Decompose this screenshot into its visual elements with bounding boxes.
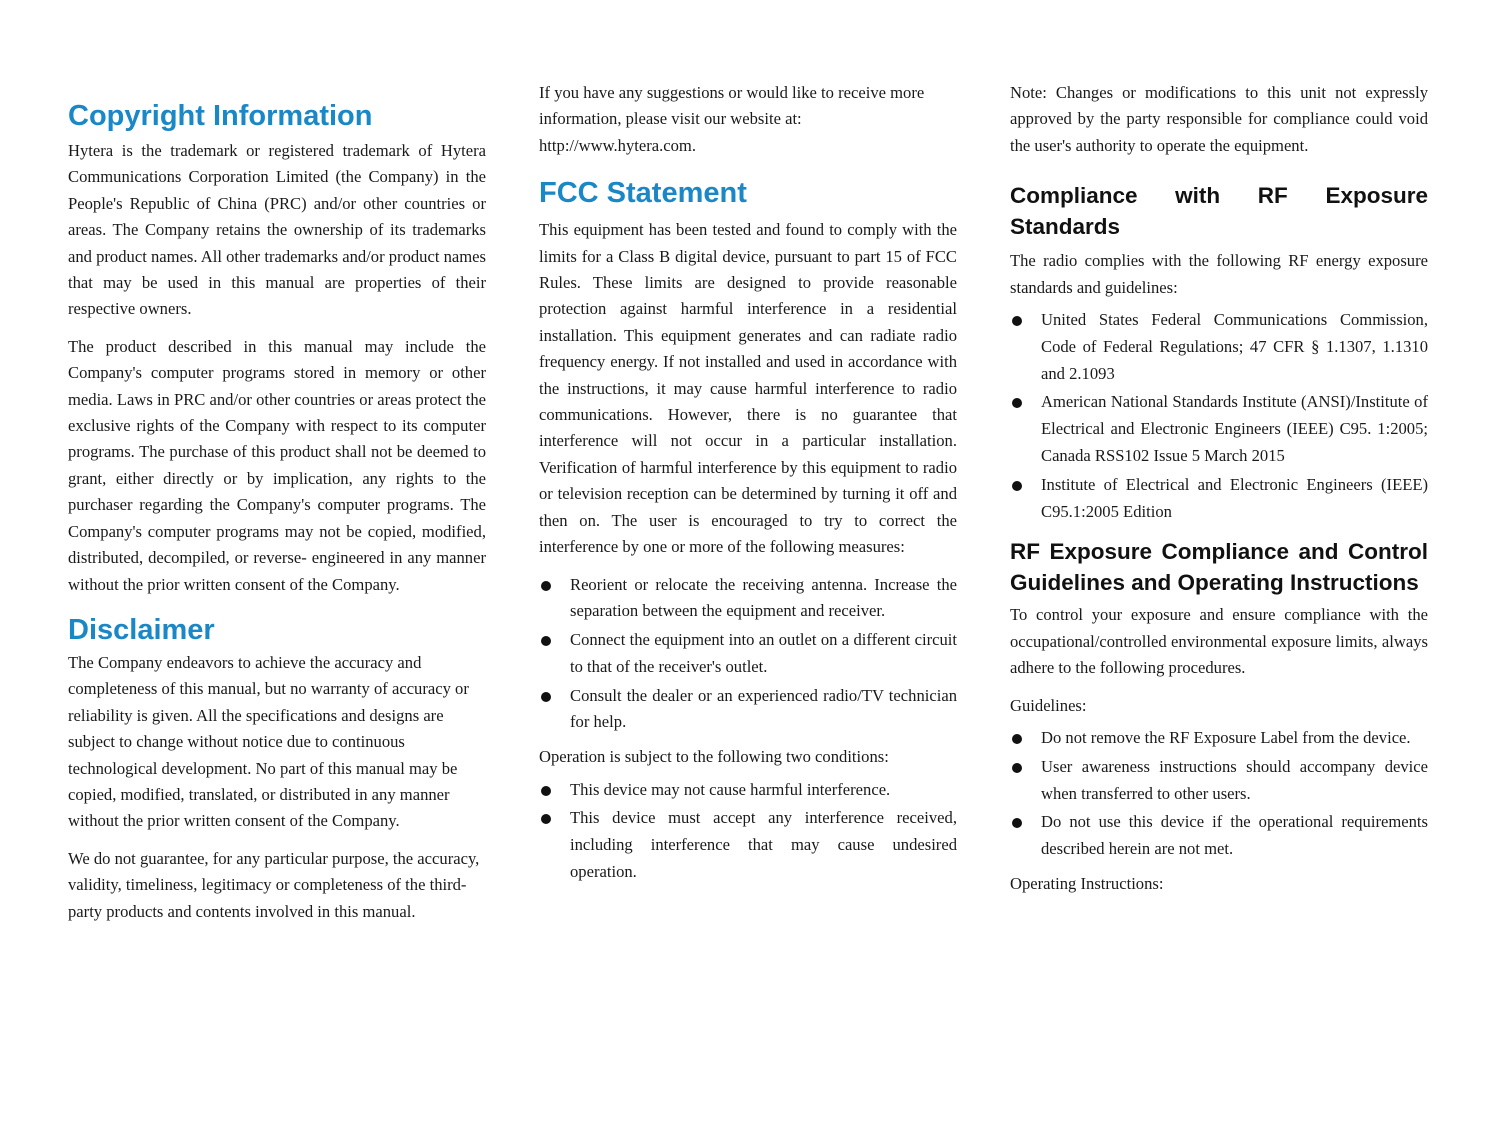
fcc-paragraph: This equipment has been tested and found to comply with the limits for a Class B digital device, pursuant to part 15 of FCC Rules. These limits are designed to provide reasonable protection against harmful interference in a residential installation. This equipment generates and can radiate radio frequency energy. If not installed and used in accordance with the instructions, it may cause harmful interference to radio communications. However, there is no guarantee that interference will not occur in a particular installation. Verification of harmful interference by this equipment to radio or television reception can be determined by turning it off and then on. The user is encouraged to try to correct the interference by one or more of the following measures: [539,220,957,557]
guidelines-list [1010,725,1428,863]
disclaimer-paragraph-2: We do not guarantee, for any particular purpose, the accuracy, validity, timeliness, legitimacy or completeness of the third-party products and contents involved in this manual. [68,848,480,921]
conditions-list [539,777,957,886]
rf-standards-heading: Compliance with RF Exposure Standards [1010,183,1428,239]
rf-guidelines-heading: RF Exposure Compliance and Control Guidelines and Operating Instructions [1010,539,1428,595]
list-item: Consult the dealer or an experienced radio/TV technician for help. [539,683,957,737]
list-item: Reorient or relocate the receiving antenna. Increase the separation between the equipment and receiver. [539,572,957,626]
bullet-icon [1012,763,1022,773]
bullet-icon [1012,818,1022,828]
column-middle [539,80,957,894]
disclaimer-paragraph-1: The Company endeavors to achieve the accuracy and completeness of this manual, but no warranty of accuracy or reliability is given. All the specifications and designs are subject to change without notice due to continuous technological development. No part of this manual may be copied, modified, translated, or distributed in any manner without the prior written consent of the Company. [68,652,469,831]
guidelines-label: Guidelines: [1010,695,1087,715]
column-left [68,80,486,936]
bullet-icon [1012,398,1022,408]
bullet-icon [541,636,551,646]
copyright-paragraph-2: The product described in this manual may include the Company's computer programs stored in memory or other media. Laws in PRC and/or other countries or areas protect the exclusive rights of the Company with respect to its computer programs. The purchase of this product shall not be deemed to grant, either directly or by implication, any rights to the purchaser regarding the Company's computer programs. The Company's computer programs may not be copied, modified, distributed, decompiled, or reverse- engineered in any manner without the prior written consent of the Company. [68,336,486,594]
list-item: Institute of Electrical and Electronic Engineers (IEEE) C95.1:2005 Edition [1010,472,1428,526]
list-item: Do not remove the RF Exposure Label from the device. [1010,725,1428,752]
rf-standards-list [1010,307,1428,525]
disclaimer-heading: Disclaimer [68,613,215,646]
column-right [1010,80,1428,908]
rf-standards-intro: The radio complies with the following RF energy exposure standards and guidelines: [1010,251,1428,297]
bullet-icon [1012,481,1022,491]
modification-note: Note: Changes or modifications to this unit not expressly approved by the party responsible for compliance could void the user's authority to operate the equipment. [1010,83,1428,155]
list-item: This device must accept any interference received, including interference that may cause undesired operation. [539,805,957,885]
website-link[interactable]: http://www.hytera.com. [539,135,696,155]
list-item: This device may not cause harmful interference. [539,777,957,804]
operating-instructions-label: Operating Instructions: [1010,874,1164,894]
bullet-icon [541,692,551,702]
list-item: Connect the equipment into an outlet on a different circuit to that of the receiver's outlet. [539,627,957,681]
bullet-icon [541,581,551,591]
list-item: United States Federal Communications Commission, Code of Federal Regulations; 47 CFR § 1.1307, 1.1310 and 2.1093 [1010,307,1428,387]
list-item: American National Standards Institute (ANSI)/Institute of Electrical and Electronic Engineers (IEEE) C95. 1:2005; Canada RSS102 Issue 5 March 2015 [1010,389,1428,469]
bullet-icon [541,814,551,824]
bullet-icon [1012,734,1022,744]
fcc-measures-list [539,572,957,737]
bullet-icon [541,786,551,796]
rf-guidelines-intro: To control your exposure and ensure compliance with the occupational/controlled environmental exposure limits, always adhere to the following procedures. [1010,605,1428,678]
copyright-heading: Copyright Information [68,100,373,132]
website-intro: If you have any suggestions or would like to receive more information, please visit our website at: [539,83,925,129]
list-item: User awareness instructions should accompany device when transferred to other users. [1010,754,1428,808]
fcc-heading: FCC Statement [539,177,747,210]
conditions-intro: Operation is subject to the following two conditions: [539,747,889,767]
list-item: Do not use this device if the operational requirements described herein are not met. [1010,809,1428,863]
bullet-icon [1012,316,1022,326]
copyright-paragraph-1: Hytera is the trademark or registered trademark of Hytera Communications Corporation Limited (the Company) in the People's Republic of China (PRC) and/or other countries or areas. The Company retains the ownership of its trademarks and product names. All other trademarks and/or product names that may be used in this manual are properties of their respective owners. [68,141,486,319]
